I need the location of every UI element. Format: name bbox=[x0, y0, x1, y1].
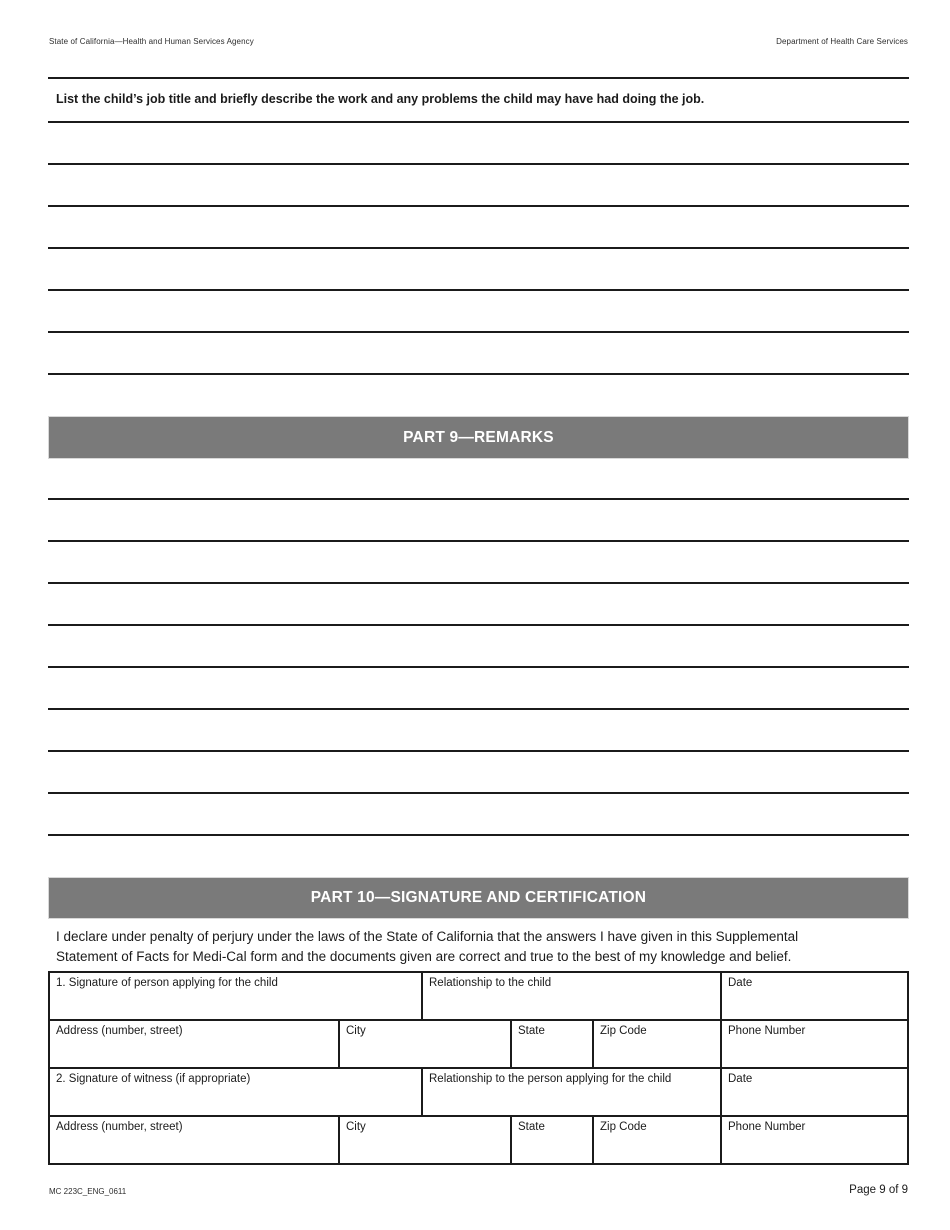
blank-writing-line[interactable] bbox=[48, 624, 909, 626]
blank-writing-line[interactable] bbox=[48, 834, 909, 836]
field-date-applicant[interactable] bbox=[722, 973, 907, 1019]
field-address-witness[interactable] bbox=[50, 1117, 340, 1163]
field-zip-witness[interactable] bbox=[594, 1117, 722, 1163]
field-state-applicant[interactable] bbox=[512, 1021, 594, 1067]
field-phone-applicant[interactable] bbox=[722, 1021, 907, 1067]
blank-writing-line[interactable] bbox=[48, 708, 909, 710]
field-label: Zip Code bbox=[600, 1025, 647, 1037]
field-state-witness[interactable] bbox=[512, 1117, 594, 1163]
blank-writing-line[interactable] bbox=[48, 205, 909, 207]
job-section-top-rule bbox=[48, 77, 909, 79]
header-department: Department of Health Care Services bbox=[776, 37, 908, 46]
declaration-line-2: Statement of Facts for Medi-Cal form and the documents given are correct and true to the best of my knowledge and belief. bbox=[56, 949, 792, 964]
field-city-witness[interactable] bbox=[340, 1117, 512, 1163]
blank-writing-line[interactable] bbox=[48, 121, 909, 123]
field-relationship-to-child[interactable] bbox=[423, 973, 722, 1019]
field-label: Relationship to the person applying for the child bbox=[429, 1073, 672, 1085]
perjury-declaration bbox=[56, 927, 916, 967]
field-label: Relationship to the child bbox=[429, 977, 552, 989]
field-label: City bbox=[346, 1025, 366, 1037]
signature-table bbox=[48, 971, 909, 1165]
table-row bbox=[50, 1021, 907, 1069]
blank-writing-line[interactable] bbox=[48, 163, 909, 165]
field-label: Address (number, street) bbox=[56, 1025, 183, 1037]
part9-banner: PART 9—REMARKS bbox=[48, 416, 909, 459]
field-label: State bbox=[518, 1025, 545, 1037]
field-address-applicant[interactable] bbox=[50, 1021, 340, 1067]
blank-writing-line[interactable] bbox=[48, 247, 909, 249]
job-instruction: List the child’s job title and briefly describe the work and any problems the child may have had doing the job. bbox=[56, 92, 705, 106]
table-row bbox=[50, 1117, 907, 1163]
blank-writing-line[interactable] bbox=[48, 289, 909, 291]
field-label: City bbox=[346, 1121, 366, 1133]
blank-writing-line[interactable] bbox=[48, 373, 909, 375]
blank-writing-line[interactable] bbox=[48, 498, 909, 500]
field-label: Address (number, street) bbox=[56, 1121, 183, 1133]
field-label: Phone Number bbox=[728, 1121, 806, 1133]
blank-writing-line[interactable] bbox=[48, 750, 909, 752]
blank-writing-line[interactable] bbox=[48, 540, 909, 542]
blank-writing-line[interactable] bbox=[48, 331, 909, 333]
field-label: Date bbox=[728, 977, 753, 989]
declaration-line-1: I declare under penalty of perjury under the laws of the State of California that the answers I have given in this Supplemental bbox=[56, 929, 799, 944]
field-label: State bbox=[518, 1121, 545, 1133]
table-row bbox=[50, 1069, 907, 1117]
field-label: 1. Signature of person applying for the child bbox=[56, 977, 278, 989]
field-relationship-to-applicant[interactable] bbox=[423, 1069, 722, 1115]
blank-writing-line[interactable] bbox=[48, 666, 909, 668]
part10-banner: PART 10—SIGNATURE AND CERTIFICATION bbox=[48, 877, 909, 919]
table-row bbox=[50, 973, 907, 1021]
field-city-applicant[interactable] bbox=[340, 1021, 512, 1067]
field-date-witness[interactable] bbox=[722, 1069, 907, 1115]
field-label: Zip Code bbox=[600, 1121, 647, 1133]
field-label: Phone Number bbox=[728, 1025, 806, 1037]
field-phone-witness[interactable] bbox=[722, 1117, 907, 1163]
field-witness-signature[interactable] bbox=[50, 1069, 423, 1115]
field-label: Date bbox=[728, 1073, 753, 1085]
field-label: 2. Signature of witness (if appropriate) bbox=[56, 1073, 251, 1085]
header-agency: State of California—Health and Human Services Agency bbox=[49, 37, 254, 46]
page-number: Page 9 of 9 bbox=[849, 1184, 908, 1196]
form-number: MC 223C_ENG_0611 bbox=[49, 1187, 127, 1196]
blank-writing-line[interactable] bbox=[48, 582, 909, 584]
field-applicant-signature[interactable] bbox=[50, 973, 423, 1019]
blank-writing-line[interactable] bbox=[48, 792, 909, 794]
field-zip-applicant[interactable] bbox=[594, 1021, 722, 1067]
